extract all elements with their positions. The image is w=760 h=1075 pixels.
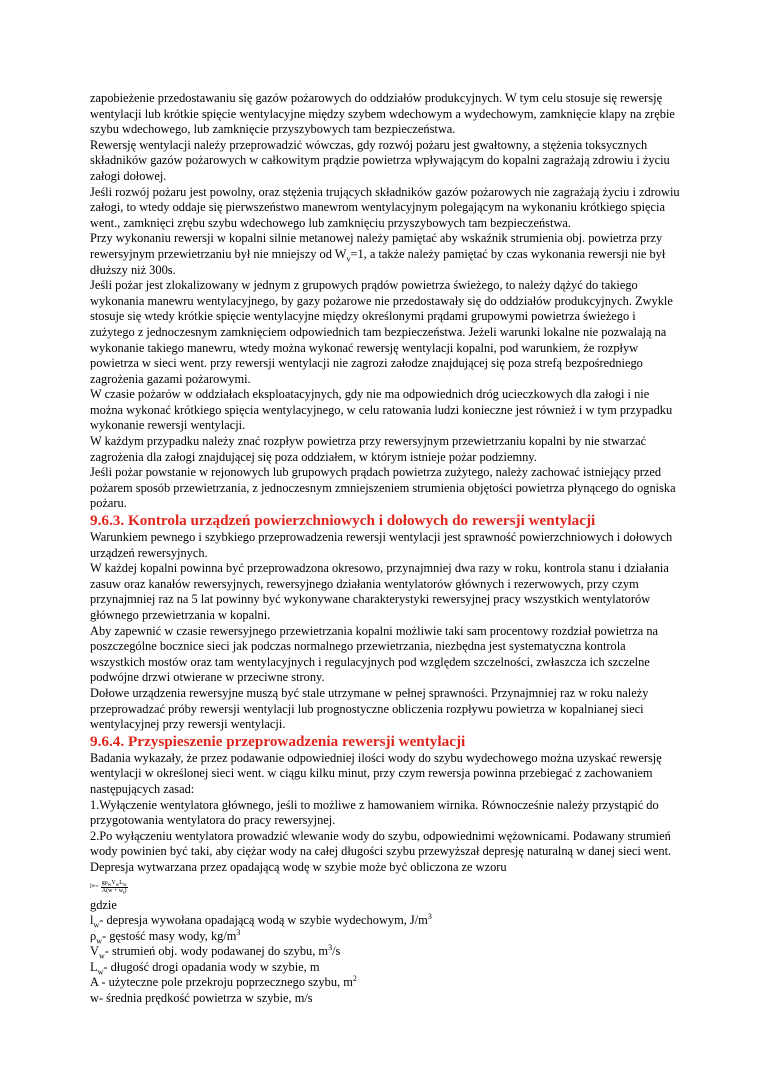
- var-text: - średnia prędkość powietrza w szybie, m/s: [98, 991, 313, 1006]
- formula-eq: =: [95, 883, 99, 890]
- formula-part: L: [119, 879, 123, 886]
- var-symbol: L: [90, 959, 98, 974]
- document-page: [90, 91, 680, 1007]
- var-symbol: A: [90, 975, 99, 990]
- paragraph: zapobieżenie przedostawaniu się gazów pożarowych do oddziałów produkcyjnych. W tym celu stosuje się rewersję wentylacji lub krótkie spięcie wentylacyjne między szybem wdechowym a wydechowym, zamknięcie klapy na zrębie szybu wdechowego, lub zamknięcie przyszybowych tam bezpieczeństwa.: [90, 91, 675, 137]
- variable-definition: [90, 929, 680, 945]
- paragraph: Jeśli pożar powstanie w rejonowych lub grupowych prądach powietrza zużytego, należy zachować istniejący przed pożarem sposób przewietrzania, z jednoczesnym zmniejszeniem strumienia objętości powietrza płynącego do ogniska pożaru.: [90, 465, 676, 511]
- var-text: - gęstość masy wody, kg/m: [101, 928, 237, 943]
- variable-definition: [90, 991, 680, 1007]
- formula-part: A(w + w: [101, 887, 124, 894]
- formula-sub: w: [107, 882, 112, 888]
- formula-sub: t: [123, 890, 125, 896]
- var-tail: /s: [332, 944, 341, 959]
- var-text: - depresja wywołana opadającą wodą w szybie wydechowym, J/m: [99, 913, 428, 928]
- paragraph: W czasie pożarów w oddziałach eksploatacyjnych, gdy nie ma odpowiednich dróg ucieczkowych dla załogi i nie można wykonać krótkiego spięcia wentylacyjnego, w celu ratowania ludzi konieczne jest również i w tym przypadku wykonanie rewersji wentylacji.: [90, 387, 673, 433]
- paragraph: 2.Po wyłączeniu wentylatora prowadzić wlewanie wody do szybu, odpowiednimi wężownicami. Podawany strumień wody powinien być taki, aby ciężar wody na całej długości szybu przewyższał depresję naturalną w danej sieci went. Depresja wytwarzana przez opadającą wodę w szybie może być obliczona ze wzoru: [90, 828, 672, 874]
- var-sup: 3: [427, 911, 432, 921]
- var-sub: w: [97, 967, 104, 977]
- formula-fraction: [101, 880, 128, 895]
- formula: l w = $\frac{g\rho_wV_wL_w}{A(w + w_t)}$: [90, 879, 127, 896]
- var-text: - użyteczne pole przekroju poprzecznego szybu, m: [98, 975, 353, 990]
- paragraph-metan: [90, 231, 680, 278]
- paragraph: Badania wykazały, że przez podawanie odpowiedniej ilości wody do szybu wydechowego można uzyskać rewersję wentylacji w określonej sieci went. w ciągu kilku minut, przy czym rewersja powinna przebiegać z zachowaniem następujących zasad:: [90, 750, 662, 796]
- paragraph: Warunkiem pewnego i szybkiego przeprowadzenia rewersji wentylacji jest sprawność powierzchniowych i dołowych urządzeń rewersyjnych.: [90, 530, 673, 560]
- variable-definition: [90, 975, 680, 991]
- formula-part: ): [124, 887, 127, 894]
- var-sup: 3: [236, 927, 241, 937]
- gdzie-label: gdzie: [90, 897, 117, 912]
- var-text: - strumień obj. wody podawanej do szybu, m: [104, 944, 329, 959]
- paragraph: Dołowe urządzenia rewersyjne muszą być stale utrzymane w pełnej sprawności. Przynajmniej raz w roku należy przeprowadzać próby rewersji wentylacji lub prognostyczne obliczenia rozpływu powietrza w kopalnianej sieci wentylacyjnej przy rewersji wentylacji.: [90, 685, 649, 732]
- subscript: v: [346, 254, 351, 264]
- var-sub: w: [98, 951, 105, 961]
- var-text: - długość drogi opadania wody w szybie, m: [103, 959, 320, 974]
- paragraph: Rewersję wentylacji należy przeprowadzić wówczas, gdy rozwój pożaru jest gwałtowny, a stężenia toksycznych składników gazów pożarowych w całkowitym prądzie powietrza wpływającym do kopalni zagrażają zdrowiu i życiu załogi dołowej.: [90, 137, 670, 183]
- formula-denominator: [102, 888, 127, 895]
- variable-definition: [90, 944, 680, 960]
- formula-sub: w: [122, 882, 127, 888]
- var-sup: 3: [328, 943, 333, 953]
- formula-part: V: [111, 879, 116, 886]
- formula-lhs: l: [90, 883, 92, 890]
- var-sub: w: [96, 936, 102, 946]
- paragraph: W każdym przypadku należy znać rozpływ powietrza przy rewersyjnym przewietrzaniu kopalni by nie stwarzać zagrożenia dla załogi znajdującej się poza oddziałem, w którym istnieje pożar podziemny.: [90, 434, 647, 464]
- paragraph: Aby zapewnić w czasie rewersyjnego przewietrzania kopalni możliwie taki sam procentowy rozdział powietrza na poszczególne bocznice sieci jak podczas normalnego przewietrzania, niezbędna jest systematyczna kontrola wszystkich mostów oraz tam wentylacyjnych i regulacyjnych pod względem szczelności, zwłaszcza ich szczelne podwójne drzwi otwierane w przeciwne strony.: [90, 623, 659, 685]
- formula-part: gρ: [101, 879, 108, 886]
- section-heading: 9.6.3. Kontrola urządzeń powierzchniowych i dołowych do rewersji wentylacji: [90, 512, 596, 530]
- var-symbol: V: [90, 944, 99, 959]
- formula-numerator: [101, 880, 128, 888]
- variable-definition: [90, 960, 680, 976]
- formula-sub: w: [115, 882, 120, 888]
- var-symbol: l: [90, 913, 94, 928]
- var-symbol: w: [90, 991, 99, 1006]
- var-sup: 2: [352, 974, 357, 984]
- paragraph: W każdej kopalni powinna być przeprowadzona okresowo, przynajmniej dwa razy w roku, kontrola stanu i działania zasuw oraz kanałów rewersyjnych, rewersyjnego działania wentylatorów głównych i rezerwowych, przy czym przynajmniej raz na 5 lat powinny być wykonywane charakterystyki rewersyjnej pracy wszystkich wentylatorów głównego przewietrzania w kopalni.: [90, 561, 669, 622]
- paragraph: Jeśli pożar jest zlokalizowany w jednym z grupowych prądów powietrza świeżego, to należy dążyć do takiego wykonania manewru wentylacyjnego, by gazy pożarowe nie przedostawały się do oddziałów produkcyjnych. Zwykle stosuje się wtedy krótkie spięcie wentylacyjne między określonymi prądami grupowymi powietrza świeżego i zużytego z jednoczesnym zamknięciem odpowiednich tam bezpieczeństwa. Jeżeli warunki lokalne nie pozwalają na wykonanie takiego manewru, wtedy można wykonać rewersję wentylacji kopalni, pod warunkiem, że rozpływ powietrza w sieci went. przy rewersji wentylacji nie zagrozi załodze znajdującej się poza strefą bezpośredniego zagrożenia gazami pożarowymi.: [90, 278, 673, 386]
- paragraph: 1.Wyłączenie wentylatora głównego, jeśli to możliwe z hamowaniem wirnika. Równocześnie należy przystąpić do przygotowania wentylatora do pracy rewersyjnej.: [90, 797, 659, 828]
- text-fragment: Przy wykonaniu rewersji w kopalni silnie metanowej należy pamiętać aby wskaźnik strumienia obj. powietrza przy rewersyjnym przewietrzaniu był nie mniejszy od W: [90, 231, 663, 261]
- paragraph: Jeśli rozwój pożaru jest powolny, oraz stężenia trujących składników gazów pożarowych nie zagrażają życiu i zdrowiu załogi, to wtedy oddaje się pierwszeństwo manewrom wentylacyjnym polegającym na wykonaniu krótkiego spięcia went., zamknięci zrębu szybu wdechowego lub zamknięciu przyszybowych tam bezpieczeństwa.: [90, 184, 680, 230]
- var-symbol: ρ: [90, 928, 97, 943]
- section-heading: 9.6.4. Przyspieszenie przeprowadzenia rewersji wentylacji: [90, 732, 466, 750]
- variable-definition: [90, 913, 680, 929]
- text-fragment: =1, a także należy pamiętać by czas wykonania rewersji nie był dłuższy niż 300s.: [90, 246, 666, 277]
- var-sub: w: [93, 920, 100, 930]
